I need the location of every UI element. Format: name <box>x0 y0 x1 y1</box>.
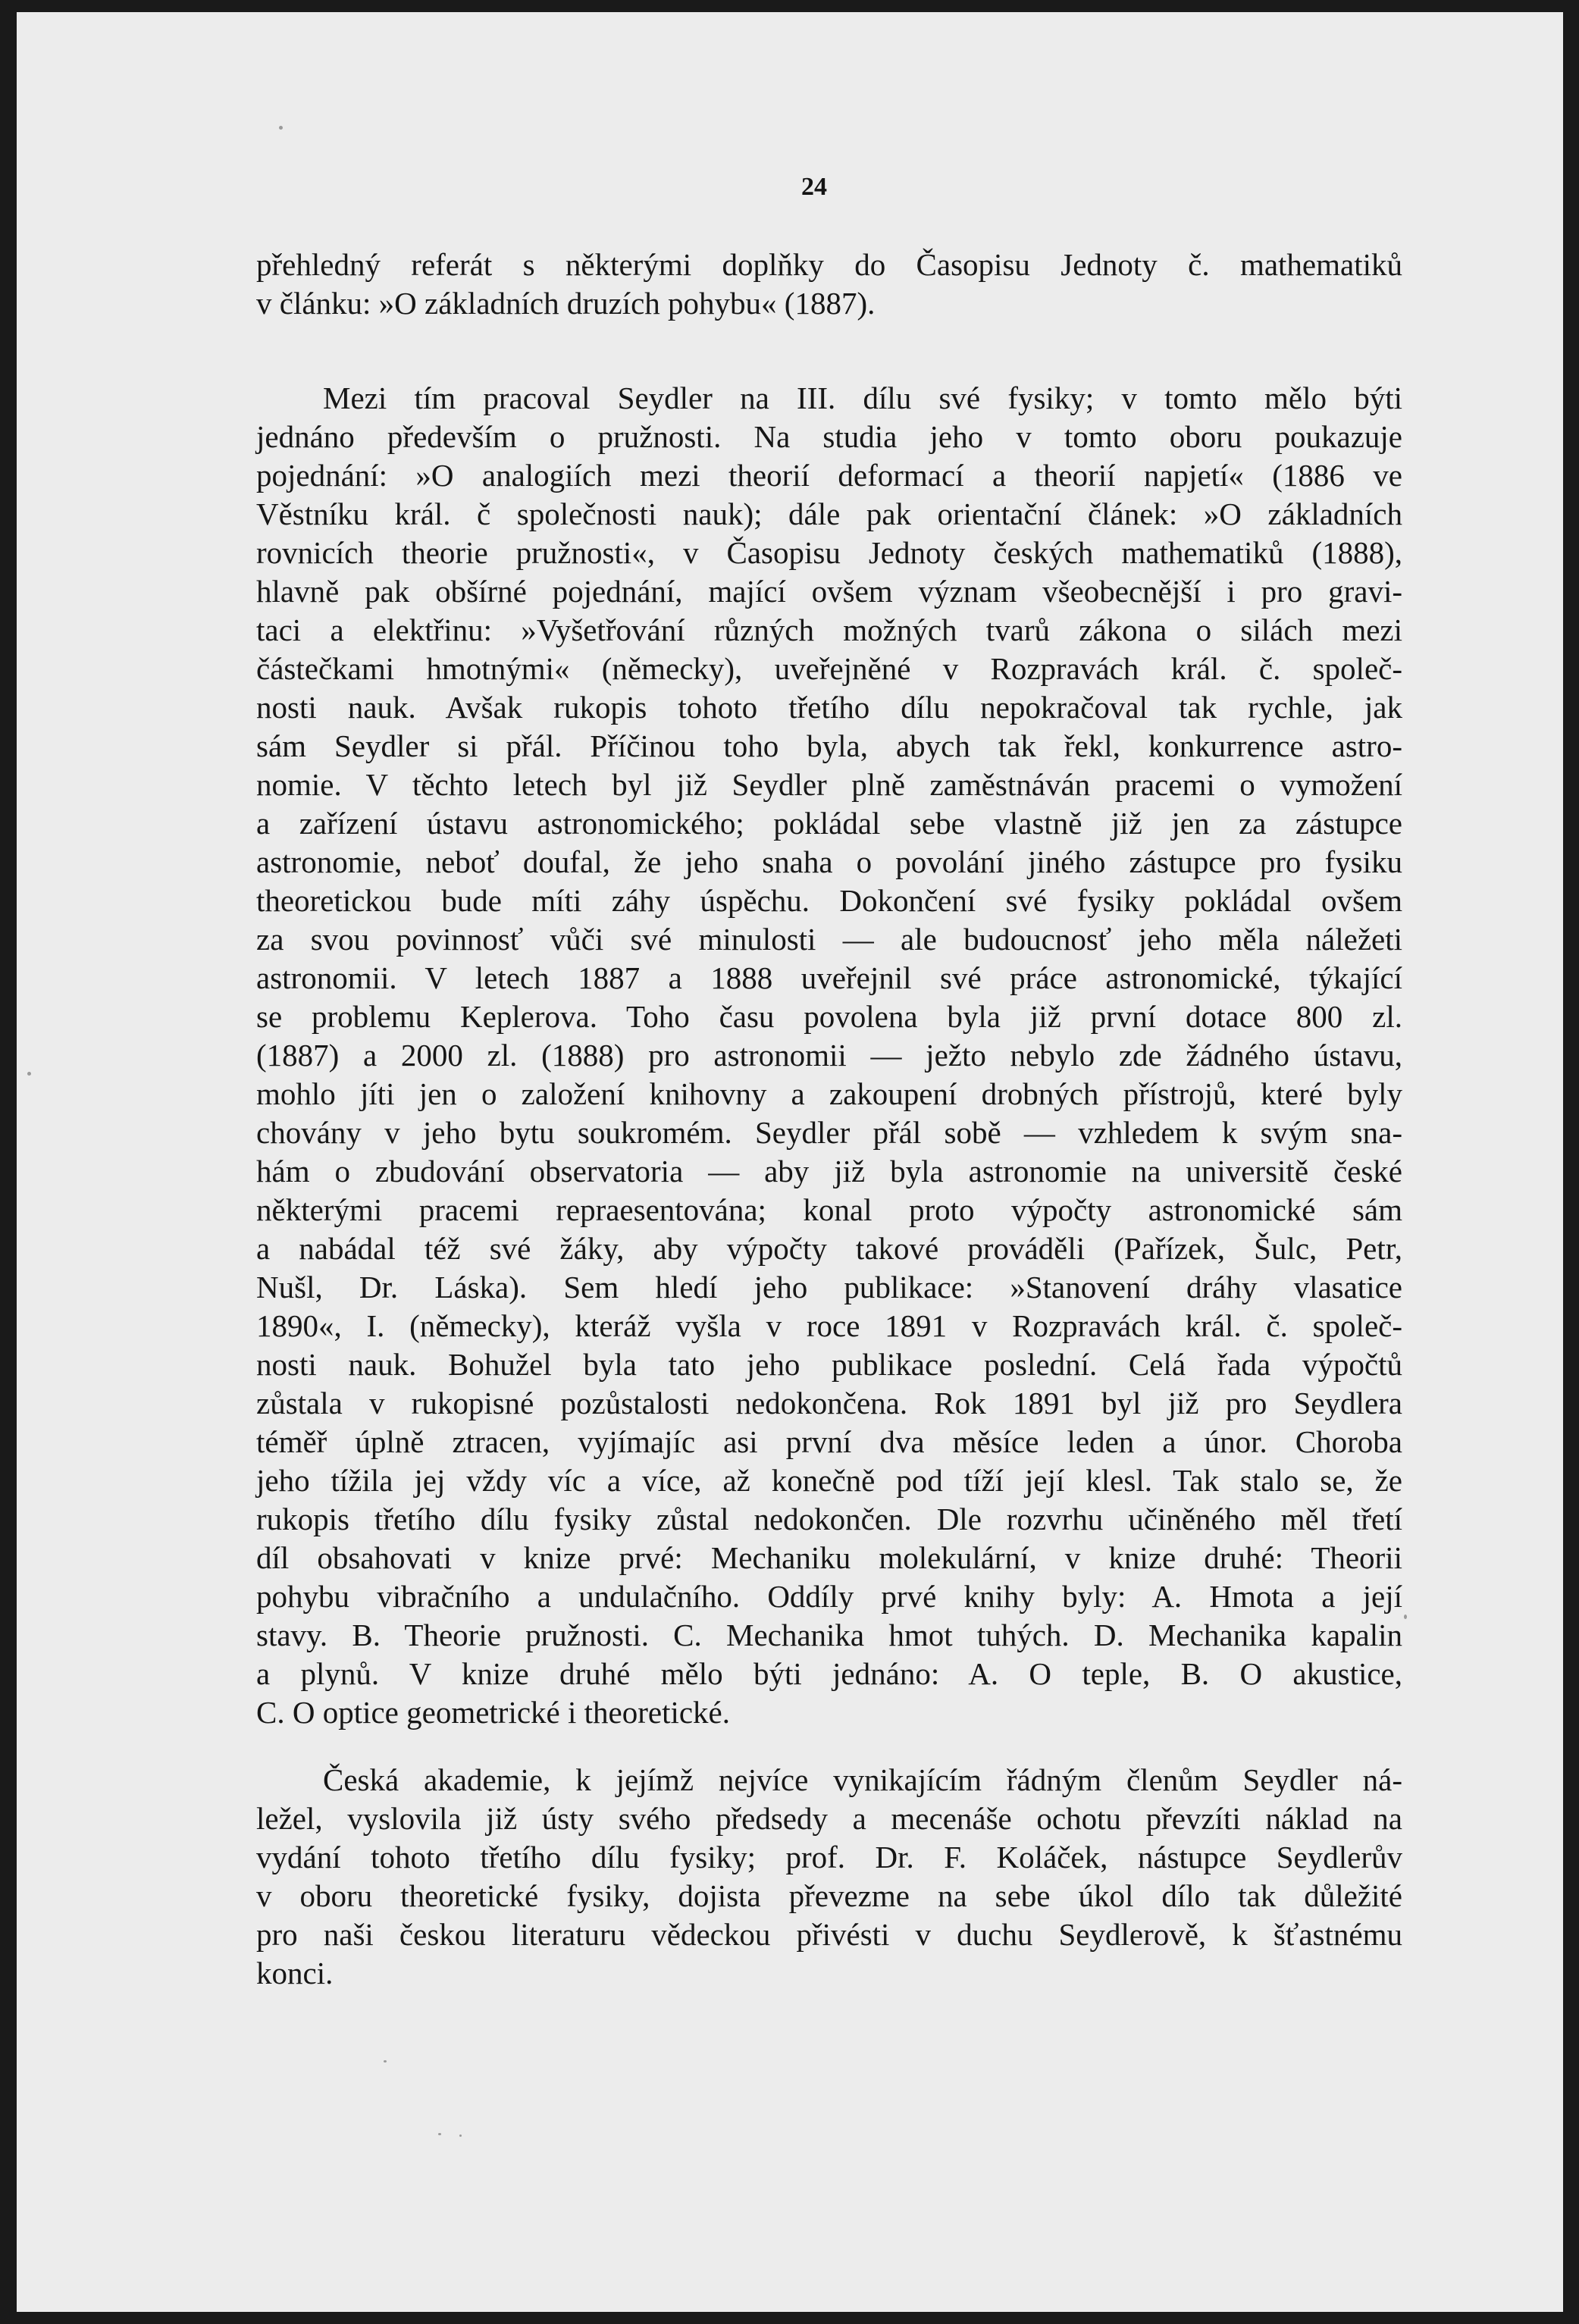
text-line: Nušl, Dr. Láska). Sem hledí jeho publikace: »Stanovení dráhy vlasatice <box>256 1270 1402 1305</box>
text-line: hám o zbudování observatoria — aby již byla astronomie na universitě české <box>256 1154 1402 1189</box>
text-line: zůstala v rukopisné pozůstalosti nedokončena. Rok 1891 byl již pro Seydlera <box>256 1386 1402 1420</box>
text-line: pohybu vibračního a undulačního. Oddíly prvé knihy byly: A. Hmota a její <box>256 1579 1402 1614</box>
text-line: a plynů. V knize druhé mělo býti jednáno: A. O teple, B. O akustice, <box>256 1656 1402 1691</box>
scan-speck <box>1404 1615 1407 1619</box>
text-line: v článku: »O základních druzích pohybu« (1887). <box>256 286 876 321</box>
scan-speck <box>438 2133 441 2135</box>
text-line: astronomii. V letech 1887 a 1888 uveřejnil své práce astronomické, týkající <box>256 960 1402 995</box>
scan-speck <box>279 126 283 130</box>
text-line: mohlo jíti jen o založení knihovny a zakoupení drobných přístrojů, které byly <box>256 1076 1402 1111</box>
scan-speck <box>459 2135 462 2137</box>
scan-speck <box>27 1072 31 1076</box>
text-line: vydání tohoto třetího dílu fysiky; prof. Dr. F. Koláček, nástupce Seydlerův <box>256 1840 1402 1875</box>
text-line: jeho tížila jej vždy víc a více, až konečně pod tíží její klesl. Tak stalo se, že <box>256 1463 1402 1498</box>
text-body <box>256 246 1402 1993</box>
text-line: téměř úplně ztracen, vyjímajíc asi první dva měsíce leden a únor. Choroba <box>256 1424 1402 1459</box>
text-line: hlavně pak obšírné pojednání, mající ovšem význam všeobecnější i pro gravi- <box>256 574 1402 609</box>
text-line: rovnicích theorie pružnosti«, v Časopisu Jednoty českých mathematiků (1888), <box>256 535 1402 570</box>
text-line: chovány v jeho bytu soukromém. Seydler přál sobě — vzhledem k svým sna- <box>256 1115 1402 1150</box>
text-line: rukopis třetího dílu fysiky zůstal nedokončen. Dle rozvrhu učiněného měl třetí <box>256 1502 1402 1536</box>
text-line: theoretickou bude míti záhy úspěchu. Dokončení své fysiky pokládal ovšem <box>256 883 1402 918</box>
text-line: Česká akademie, k jejímž nejvíce vynikajícím řádným členům Seydler ná- <box>323 1762 1402 1797</box>
paragraph-3 <box>256 1761 1402 1993</box>
text-line: se problemu Keplerova. Toho času povolena byla již první dotace 800 zl. <box>256 999 1402 1034</box>
paragraph-gap <box>256 1732 1402 1761</box>
paragraph-gap <box>256 323 1402 379</box>
text-line: nosti nauk. Avšak rukopis tohoto třetího dílu nepokračoval tak rychle, jak <box>256 690 1402 725</box>
text-line: (1887) a 2000 zl. (1888) pro astronomii — ježto nebylo zde žádného ústavu, <box>256 1038 1402 1073</box>
text-line: a nabádal též své žáky, aby výpočty takové prováděli (Pařízek, Šulc, Petr, <box>256 1231 1402 1266</box>
text-line: C. O optice geometrické i theoretické. <box>256 1695 731 1730</box>
text-line: částečkami hmotnými« (německy), uveřejněné v Rozpravách král. č. společ- <box>256 651 1402 686</box>
text-line: ležel, vyslovila již ústy svého předsedy a mecenáše ochotu převzíti náklad na <box>256 1801 1402 1836</box>
text-line: konci. <box>256 1956 334 1990</box>
text-line: a zařízení ústavu astronomického; pokládal sebe vlastně již jen za zástupce <box>256 806 1402 841</box>
text-line: v oboru theoretické fysiky, dojista převezme na sebe úkol dílo tak důležité <box>256 1878 1402 1913</box>
text-line: Věstníku král. č společnosti nauk); dále pak orientační článek: »O základních <box>256 496 1402 531</box>
paragraph-2 <box>256 379 1402 1732</box>
text-line: za svou povinnosť vůči své minulosti — ale budoucnosť jeho měla náležeti <box>256 922 1402 957</box>
scanned-page <box>17 12 1563 2312</box>
text-line: pojednání: »O analogiích mezi theorií deformací a theorií napjetí« (1886 ve <box>256 458 1402 493</box>
text-line: nomie. V těchto letech byl již Seydler plně zaměstnáván pracemi o vymožení <box>256 767 1402 802</box>
text-line: taci a elektřinu: »Vyšetřování různých možných tvarů zákona o silách mezi <box>256 612 1402 647</box>
paragraph-1 <box>256 246 1402 323</box>
text-line: Mezi tím pracoval Seydler na III. dílu své fysiky; v tomto mělo býti <box>323 381 1402 415</box>
text-line: přehledný referát s některými doplňky do Časopisu Jednoty č. mathematiků <box>256 247 1402 282</box>
text-line: díl obsahovati v knize prvé: Mechaniku molekulární, v knize druhé: Theorii <box>256 1540 1402 1575</box>
text-line: pro naši českou literaturu vědeckou přivésti v duchu Seydlerově, k šťastnému <box>256 1917 1402 1952</box>
text-line: 1890«, I. (německy), kteráž vyšla v roce 1891 v Rozpravách král. č. společ- <box>256 1308 1402 1343</box>
text-line: nosti nauk. Bohužel byla tato jeho publikace poslední. Celá řada výpočtů <box>256 1347 1402 1382</box>
text-line: sám Seydler si přál. Příčinou toho byla, abych tak řekl, konkurrence astro- <box>256 728 1402 763</box>
text-line: jednáno především o pružnosti. Na studia jeho v tomto oboru poukazuje <box>256 419 1402 454</box>
page-number: 24 <box>801 173 827 201</box>
text-line: astronomie, neboť doufal, že jeho snaha o povolání jiného zástupce pro fysiku <box>256 844 1402 879</box>
text-line: stavy. B. Theorie pružnosti. C. Mechanika hmot tuhých. D. Mechanika kapalin <box>256 1618 1402 1652</box>
text-line: některými pracemi repraesentována; konal proto výpočty astronomické sám <box>256 1192 1402 1227</box>
scan-speck <box>384 2060 387 2062</box>
